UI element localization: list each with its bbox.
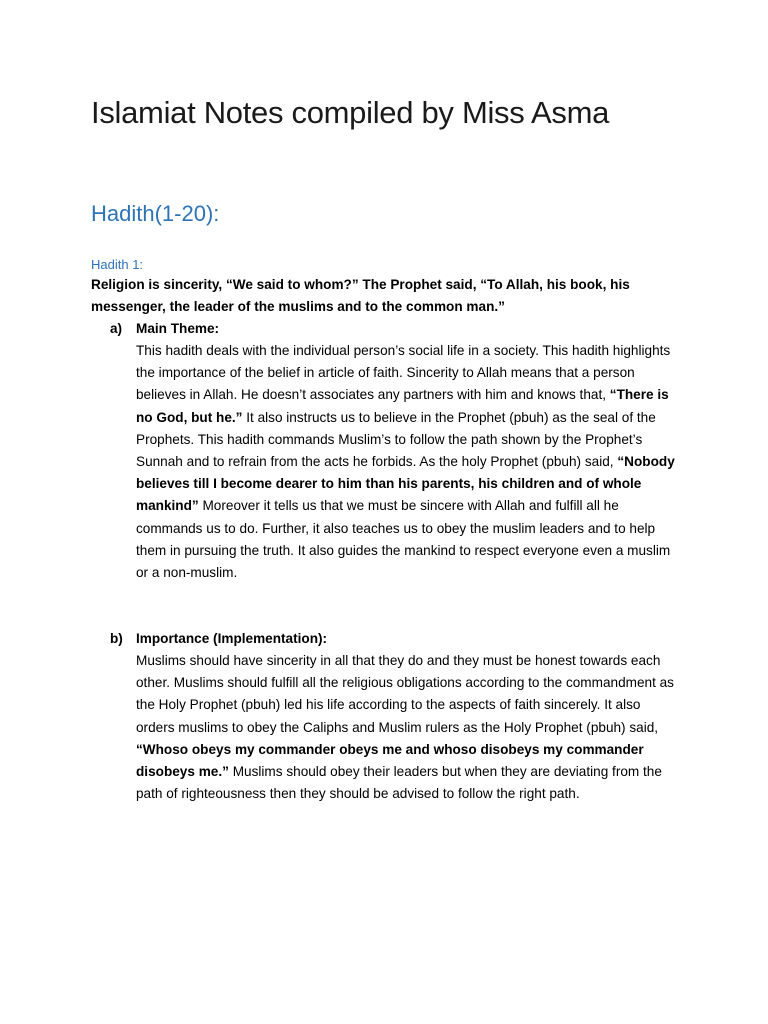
list-marker-b: b) bbox=[110, 631, 123, 646]
importance-body bbox=[136, 650, 681, 805]
main-theme-text-1: This hadith deals with the individual person’s social life in a society. This hadith highlights the importance of the belief in article of faith. Sincerity to Allah means that a person believes in Allah. He doesn’t associates any partners with him and knows that, bbox=[136, 343, 671, 403]
main-theme-quote-2: “Nobody believes till I become dearer to him than his parents, his children and of whole mankind” bbox=[136, 454, 675, 514]
main-theme-text-3: Moreover it tells us that we must be sincere with Allah and fulfill all he commands us to do. Further, it also teaches us to obey the muslim leaders and to help them in pursuing the truth. It also guides the mankind to respect everyone even a muslim or a non-muslim. bbox=[136, 498, 671, 581]
main-theme-body bbox=[136, 340, 681, 584]
list-marker-a: a) bbox=[110, 321, 123, 336]
importance-text-1: Muslims should have sincerity in all that they do and they must be honest towards each other. Muslims should fulfill all the religious obligations according to the commandment as the Holy Prophet (pbuh) led his life according to the aspects of faith sincerely. It also orders muslims to obey the Caliphs and Muslim rulers as the Holy Prophet (pbuh) said, bbox=[136, 653, 674, 735]
document-title: Islamiat Notes compiled by Miss Asma bbox=[91, 95, 610, 130]
importance-text-2: Muslims should obey their leaders but when they are deviating from the path of righteousness then they should be advised to follow the right path. bbox=[136, 764, 662, 802]
importance-quote-1: “Whoso obeys my commander obeys me and whoso disobeys my commander disobeys me.” bbox=[136, 741, 644, 780]
main-theme-label: Main Theme: bbox=[136, 321, 220, 336]
hadith-text: Religion is sincerity, “We said to whom?” The Prophet said, “To Allah, his book, his messenger, the leader of the muslims and to the common man.” bbox=[91, 277, 630, 315]
subsection-heading: Hadith 1: bbox=[91, 257, 144, 272]
importance-label: Importance (Implementation): bbox=[136, 631, 328, 646]
main-theme-text-2: It also instructs us to believe in the Prophet (pbuh) as the seal of the Prophets. This hadith commands Muslim’s to follow the path shown by the Prophet’s Sunnah and to refrain from the acts he forbids. As the holy Prophet (pbuh) said, bbox=[136, 409, 656, 470]
section-heading: Hadith(1-20): bbox=[91, 201, 220, 226]
main-theme-quote-1: “There is no God, but he.” bbox=[136, 387, 669, 425]
